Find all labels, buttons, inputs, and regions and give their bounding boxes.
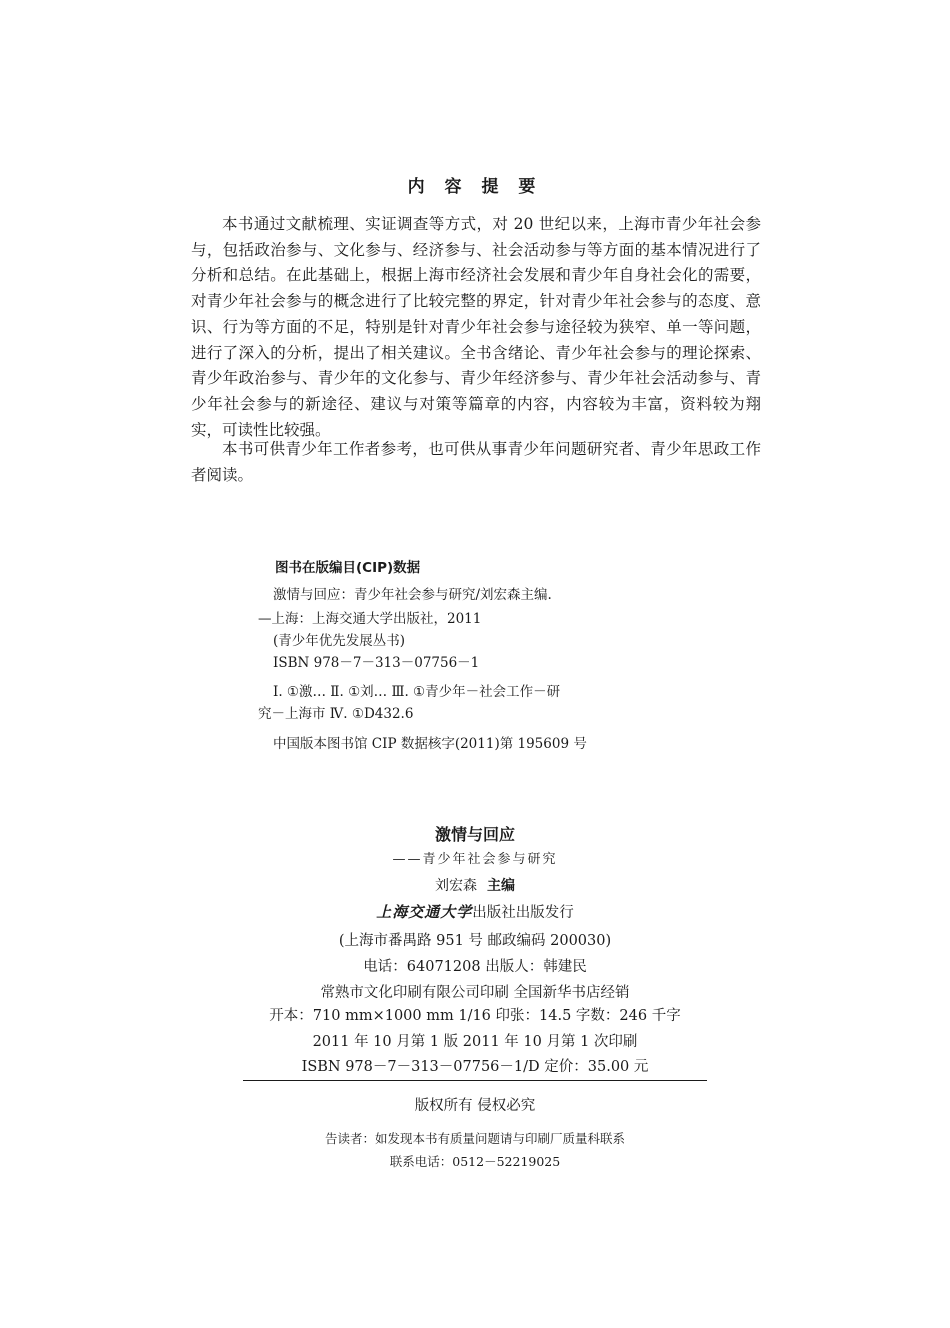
publisher-suffix: 出版社出版发行 xyxy=(472,905,574,921)
divider-rule xyxy=(243,1080,707,1081)
book-title: 激情与回应 xyxy=(434,825,515,844)
cip-line-2: —上海：上海交通大学出版社，2011 xyxy=(258,611,482,627)
cip-line-6: 究－上海市 Ⅳ. ①D432.6 xyxy=(258,706,414,722)
publisher-logo: 上海交通大学 xyxy=(376,903,473,921)
editor-role: 主编 xyxy=(487,878,515,894)
publisher-contact: 电话：64071208 出版人：韩建民 xyxy=(363,959,587,975)
cip-line-1: 激情与回应：青少年社会参与研究/刘宏森主编. xyxy=(273,587,552,603)
book-subtitle: ——青少年社会参与研究 xyxy=(392,852,558,867)
copyright-notice: 版权所有 侵权必究 xyxy=(414,1098,536,1114)
cip-line-5: Ⅰ. ①激… Ⅱ. ①刘… Ⅲ. ①青少年－社会工作－研 xyxy=(273,684,561,700)
publisher-address: (上海市番禺路 951 号 邮政编码 200030) xyxy=(338,933,612,949)
contact-phone: 联系电话：0512－52219025 xyxy=(389,1154,561,1169)
printer-line: 常熟市文化印刷有限公司印刷 全国新华书店经销 xyxy=(320,985,630,1001)
cip-heading: 图书在版编目(CIP)数据 xyxy=(275,560,421,576)
summary-paragraph-2: 本书可供青少年工作者参考，也可供从事青少年问题研究者、青少年思政工作者阅读。 xyxy=(191,440,761,484)
editor-name: 刘宏森 xyxy=(435,878,477,894)
cip-line-4: ISBN 978－7－313－07756－1 xyxy=(273,655,480,671)
reader-notice: 告读者：如发现本书有质量问题请与印刷厂质量科联系 xyxy=(324,1131,625,1146)
summary-paragraph-1: 本书通过文献梳理、实证调查等方式，对 20 世纪以来，上海市青少年社会参与，包括政治参与、文化参与、经济参与、社会活动参与等方面的基本情况进行了分析和总结。在此基础上，根据上海市经济社会发展和青少年自身社会化的需要，对青少年社会参与的概念进行了比较完整的界定，针对青少年社会参与的态度、意识、行为等方面的不足，特别是针对青少年社会参与途径较为狭窄、单一等问题，进行了深入的分析，提出了相关建议。全书含绪论、青少年社会参与的理论探索、青少年政治参与、青少年的文化参与、青少年经济参与、青少年社会活动参与、青少年社会参与的新途径、建议与对策等篇章的内容，内容较为丰富，资料较为翔实，可读性比较强。 xyxy=(191,215,761,439)
editor-line xyxy=(0,875,950,895)
format-line: 开本：710 mm×1000 mm 1/16 印张：14.5 字数：246 千字 xyxy=(269,1008,681,1024)
cip-line-3: (青少年优先发展丛书) xyxy=(273,633,406,649)
edition-line: 2011 年 10 月第 1 版 2011 年 10 月第 1 次印刷 xyxy=(312,1034,638,1050)
summary-heading: 内 容 提 要 xyxy=(407,177,543,197)
publisher-line xyxy=(0,901,950,922)
isbn-price-line: ISBN 978－7－313－07756－1/D 定价：35.00 元 xyxy=(301,1059,649,1075)
cip-line-7: 中国版本图书馆 CIP 数据核字(2011)第 195609 号 xyxy=(273,736,587,752)
